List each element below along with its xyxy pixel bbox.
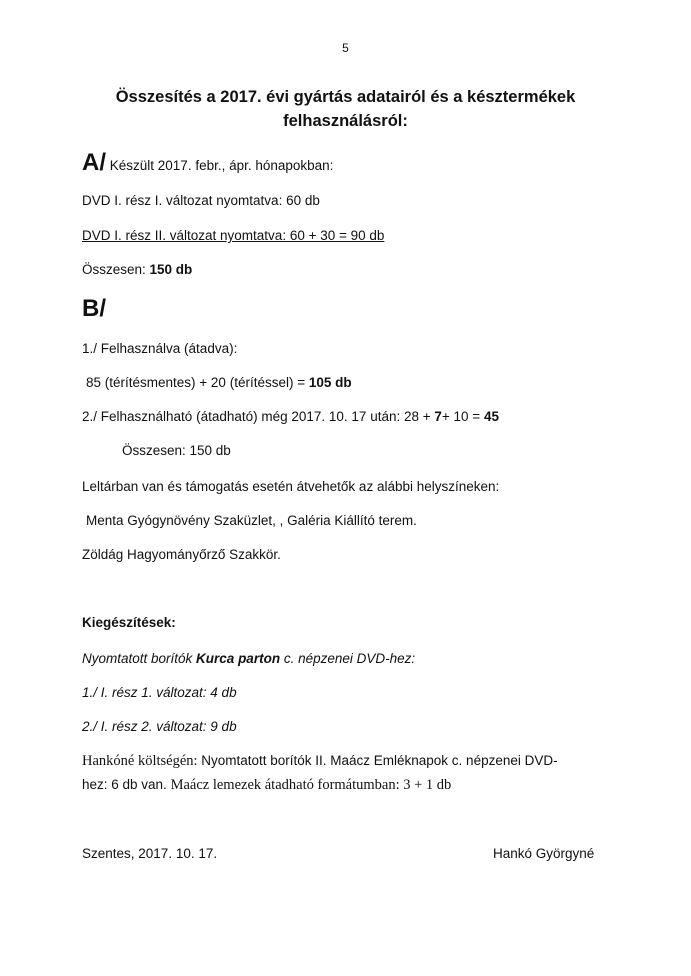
supplements-note-line-2 [82,776,451,794]
supplements-item-2: 2./ I. rész 2. változat: 9 db [82,719,237,734]
page-number: 5 [342,41,349,55]
supplements-note-line-1 [82,752,558,770]
section-a-line-2: DVD I. rész II. változat nyomtatva: 60 + 30 = 90 db [82,228,385,243]
title-line-1: Összesítés a 2017. évi gyártás adatairól és a késztermékek [115,88,576,106]
supplements-item-1: 1./ I. rész 1. változat: 4 db [82,685,237,700]
supplements-covers-title: Kurca parton [196,651,281,666]
section-b-item-2-total: 45 [483,409,499,424]
section-a-total-label: Összesen: [82,262,150,277]
section-b-item-2-mid: + 10 = [441,409,484,424]
section-b-item-1-calc [86,374,352,392]
supplements-note-sans-1: Nyomtatott borítók II. Maácz Emléknapok c. népzenei DVD- [201,753,558,768]
supplements-covers [82,650,415,668]
section-a-marker: A/ [82,149,106,176]
inventory-text: Leltárban van és támogatás esetén átvehetők az alábbi helyszíneken: [82,479,500,494]
section-b-item-2 [82,408,499,426]
supplements-note-serif-2: Maácz lemezek átadható formátumban: 3 + 1 db [170,777,452,793]
section-b-item-2-text: 2./ Felhasználható (átadható) még 2017. 10. 17 után: 28 + [82,409,435,424]
section-b-item-1-label: 1./ Felhasználva (átadva): [82,341,238,356]
section-b-item-2-bold: 7 [434,409,442,424]
section-a-total [82,261,192,279]
supplements-note-serif-1: Hankóné költségén: [82,753,202,769]
section-a-heading-text: Készült 2017. febr., ápr. hónapokban: [109,158,334,173]
section-a-total-value: 150 db [149,262,193,277]
location-1: Menta Gyógynövény Szaküzlet, , Galéria Kiállító terem. [86,513,417,528]
section-a-heading [82,148,333,181]
place-date: Szentes, 2017. 10. 17. [82,846,218,861]
section-a-line-1: DVD I. rész I. változat nyomtatva: 60 db [82,193,320,208]
location-2: Zöldág Hagyományőrző Szakkör. [82,547,281,562]
title-line-2: felhasználásról: [283,112,408,130]
section-b-marker: B/ [82,295,106,322]
signature-name: Hankó Györgyné [493,846,595,861]
supplements-covers-prefix: Nyomtatott borítók [82,651,197,666]
section-b-item-1-total: 105 db [308,375,352,390]
supplements-note-sans-2: hez: 6 db van. [82,777,171,792]
supplements-covers-suffix: c. népzenei DVD-hez: [280,651,416,666]
section-b-total: Összesen: 150 db [122,443,231,458]
section-b-item-1-calc-text: 85 (térítésmentes) + 20 (térítéssel) = [86,375,309,390]
supplements-heading: Kiegészítések: [82,615,176,630]
